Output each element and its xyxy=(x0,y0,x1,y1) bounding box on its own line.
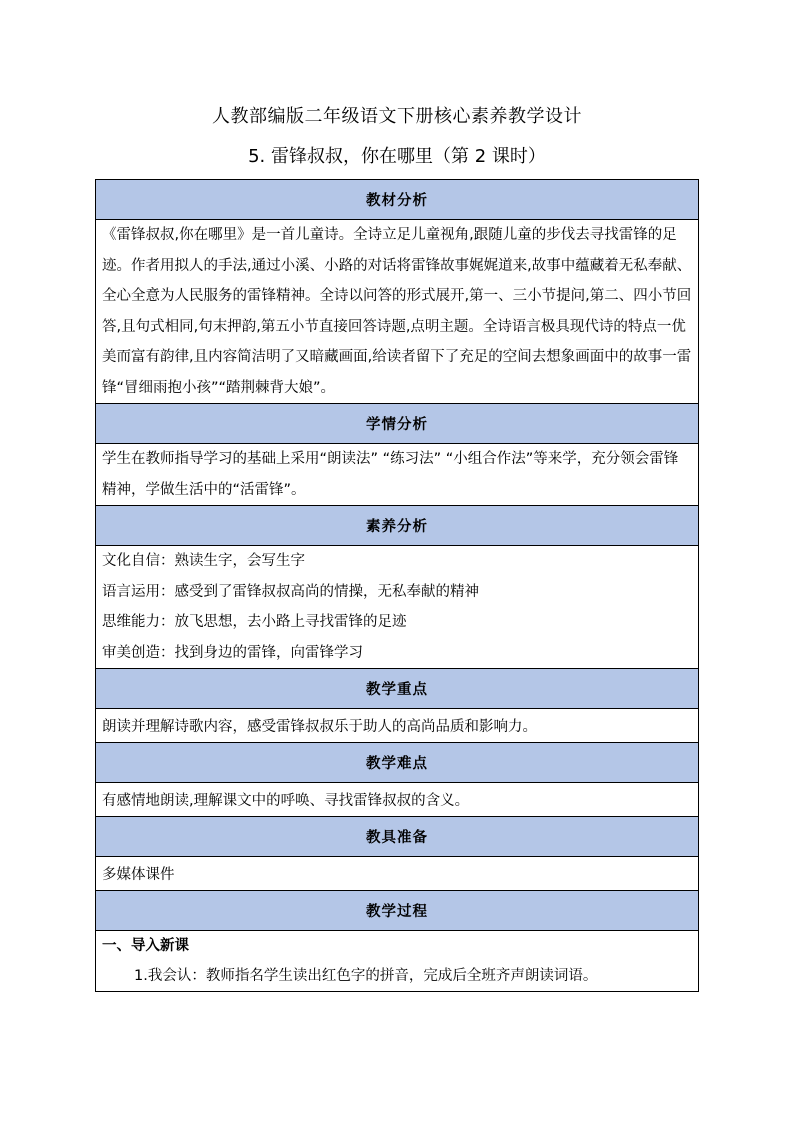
section-body-row xyxy=(96,783,699,817)
section-header-row xyxy=(96,506,699,546)
section-body-row xyxy=(96,444,699,506)
literacy-item-thinking: 思维能力：放飞思想，去小路上寻找雷锋的足迹 xyxy=(102,614,407,630)
learner-analysis-heading: 学情分析 xyxy=(96,404,699,444)
tools-text: 多媒体课件 xyxy=(96,857,699,891)
literacy-analysis-heading: 素养分析 xyxy=(96,506,699,546)
material-analysis-heading: 教材分析 xyxy=(96,180,699,220)
process-body xyxy=(96,931,699,992)
tools-heading: 教具准备 xyxy=(96,817,699,857)
lesson-plan-table xyxy=(95,179,699,992)
section-header-row xyxy=(96,180,699,220)
literacy-item-aesthetics: 审美创造：找到身边的雷锋，向雷锋学习 xyxy=(102,644,363,661)
section-body-row xyxy=(96,709,699,743)
section-body-row xyxy=(96,857,699,891)
document-title: 人教部编版二年级语文下册核心素养教学设计 xyxy=(212,106,582,127)
process-step-title: 一、导入新课 xyxy=(102,938,189,954)
section-body-row xyxy=(96,931,699,992)
section-body-row xyxy=(96,546,699,669)
section-header-row xyxy=(96,817,699,857)
material-analysis-text: 《雷锋叔叔,你在哪里》是一首儿童诗。全诗立足儿童视角,跟随儿童的步伐去寻找雷锋的足迹。作者用拟人的手法,通过小溪、小路的对话将雷锋故事娓娓道来,故事中蕴藏着无私奉献、全心全意为人民服务的雷锋精神。全诗以问答的形式展开,第一、三小节提问,第二、四小节回答,且句式相同,句末押韵,第五小节直接回答诗题,点明主题。全诗语言极具现代诗的特点一优美而富有韵律,且内容简洁明了又暗藏画面,给读者留下了充足的空间去想象画面中的故事一雷锋“冒细雨抱小孩”“踏荆棘背大娘”。 xyxy=(96,220,699,404)
process-heading: 教学过程 xyxy=(96,891,699,931)
key-points-text: 朗读并理解诗歌内容，感受雷锋叔叔乐于助人的高尚品质和影响力。 xyxy=(96,709,699,743)
difficulties-text: 有感情地朗读,理解课文中的呼唤、寻找雷锋叔叔的含义。 xyxy=(96,783,699,817)
section-header-row xyxy=(96,404,699,444)
literacy-item-culture: 文化自信：熟读生字，会写生字 xyxy=(102,553,305,569)
literacy-item-language: 语言运用：感受到了雷锋叔叔高尚的情操，无私奉献的精神 xyxy=(102,583,479,600)
section-header-row xyxy=(96,743,699,783)
section-header-row xyxy=(96,891,699,931)
section-body-row xyxy=(96,220,699,404)
section-header-row xyxy=(96,669,699,709)
literacy-analysis-list xyxy=(96,546,699,669)
document-subtitle: 5. 雷锋叔叔，你在哪里（第 2 课时） xyxy=(248,146,546,167)
process-step-item: 1.我会认：教师指名学生读出红色字的拼音，完成后全班齐声朗读词语。 xyxy=(134,968,598,984)
learner-analysis-text: 学生在教师指导学习的基础上采用“朗读法” “练习法” “小组合作法”等来学，充分领会雷锋精神，学做生活中的“活雷锋”。 xyxy=(96,444,699,506)
difficulties-heading: 教学难点 xyxy=(96,743,699,783)
key-points-heading: 教学重点 xyxy=(96,669,699,709)
